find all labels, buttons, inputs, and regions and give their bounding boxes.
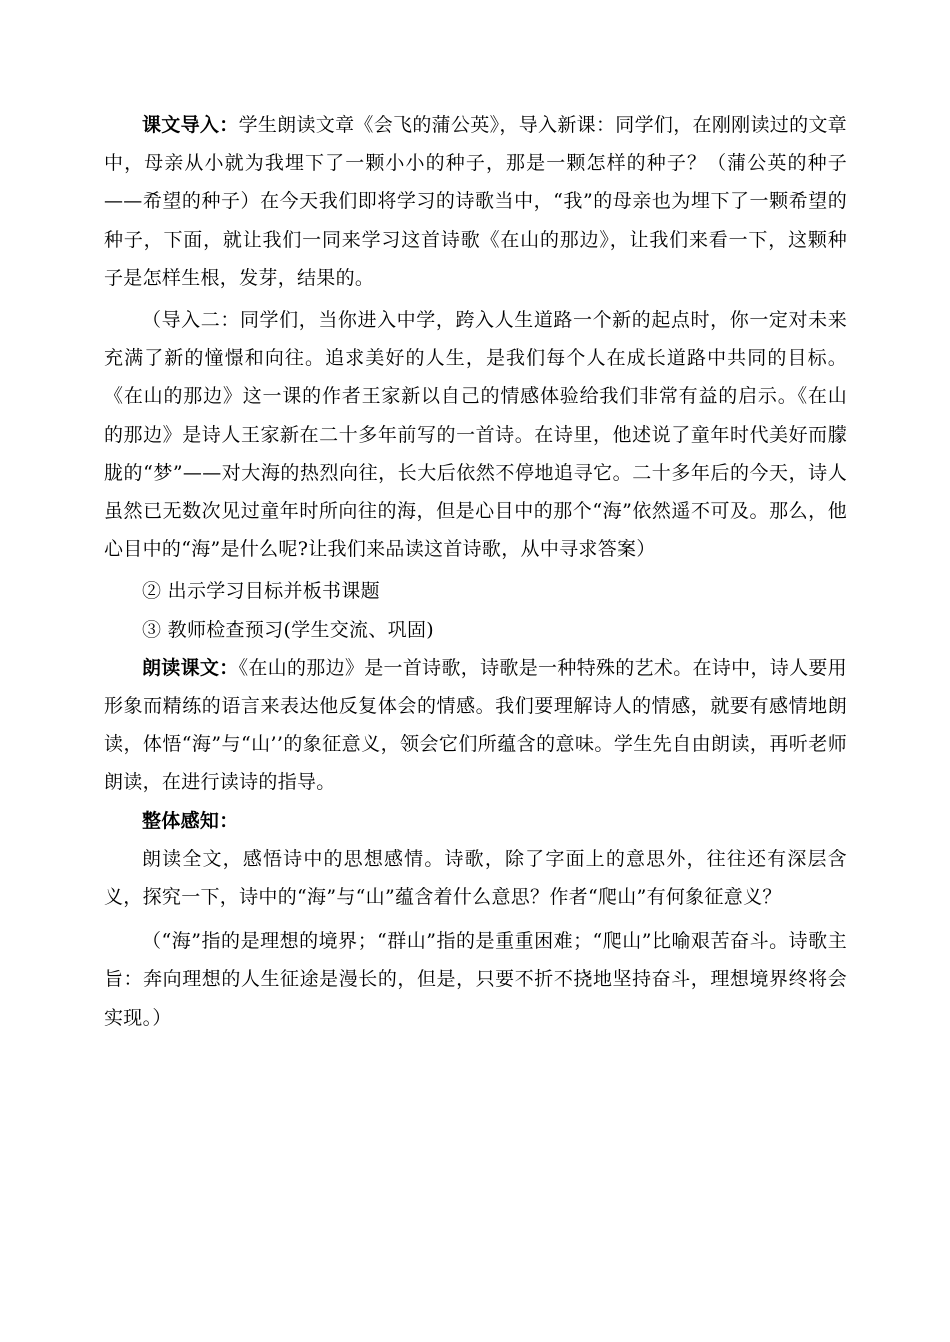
perception-paragraph: 朗读全文，感悟诗中的思想感情。诗歌，除了字面上的意思外，往往还有深层含义，探究一下，诗中的“海”与“山”蕴含着什么意思？作者“爬山”有何象征意义？: [104, 847, 847, 909]
reading-text: 《在山的那边》是一首诗歌，诗歌是一种特殊的艺术。在诗中，诗人要用形象而精练的语言来表达他反复体会的情感。我们要理解诗人的情感，就要有感情地朗读，体悟“海”与“山’’的象征意义，领会它们所蕴含的意味。学生先自由朗读，再听老师朗读，在进行读诗的指导。: [104, 656, 847, 794]
step-3-paragraph: ③ 教师检查预习(学生交流、巩固): [142, 618, 434, 641]
reading-paragraph: [104, 649, 847, 802]
document-body: [104, 106, 847, 1037]
perception-heading: 整体感知：: [142, 809, 239, 832]
intro-text: 学生朗读文章《会飞的蒲公英》，导入新课：同学们，在刚刚读过的文章中，母亲从小就为我埋下了一颗小小的种子，那是一颗怎样的种子？（蒲公英的种子——希望的种子）在今天我们即将学习的诗歌当中，“我”的母亲也为埋下了一颗希望的种子，下面，就让我们一同来学习这首诗歌《在山的那边》，让我们来看一下，这颗种子是怎样生根，发芽，结果的。: [104, 114, 847, 289]
reading-label: 朗读课文：: [142, 656, 239, 679]
step-2-paragraph: ② 出示学习目标并板书课题: [142, 580, 380, 603]
intro2-paragraph: （导入二：同学们，当你进入中学，跨入人生道路一个新的起点时，你一定对未来充满了新的憧憬和向往。追求美好的人生，是我们每个人在成长道路中共同的目标。《在山的那边》这一课的作者王家新以自己的情感体验给我们非常有益的启示。《在山的那边》是诗人王家新在二十多年前写的一首诗。在诗里，他述说了童年时代美好而朦胧的“梦”——对大海的热烈向往，长大后依然不停地追寻它。二十多年后的今天，诗人虽然已无数次见过童年时所向往的海，但是心目中的那个“海”依然遥不可及。那么，他心目中的“海”是什么呢?让我们来品读这首诗歌，从中寻求答案）: [104, 309, 847, 561]
answer-paragraph: （“海”指的是理想的境界；“群山”指的是重重困难；“爬山”比喻艰苦奋斗。诗歌主旨：奔向理想的人生征途是漫长的，但是，只要不折不挠地坚持奋斗，理想境界终将会实现。）: [104, 930, 847, 1029]
intro-label: 课文导入：: [142, 114, 239, 136]
intro-paragraph: [104, 106, 847, 297]
